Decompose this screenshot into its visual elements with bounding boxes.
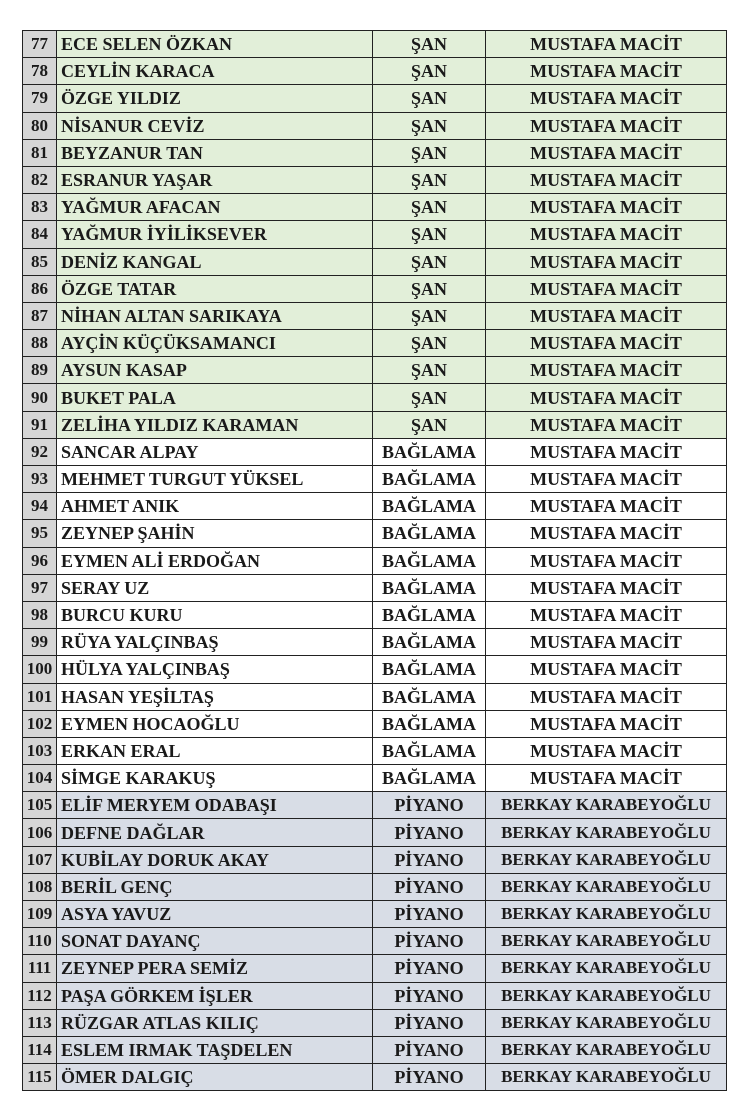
table-row: [23, 547, 727, 574]
instrument-cell: ŞAN: [373, 112, 486, 139]
student-name-cell: SERAY UZ: [57, 574, 373, 601]
teacher-cell: MUSTAFA MACİT: [486, 466, 727, 493]
instrument-cell: PİYANO: [373, 819, 486, 846]
instrument-cell: PİYANO: [373, 982, 486, 1009]
instrument-cell: BAĞLAMA: [373, 656, 486, 683]
table-row: [23, 438, 727, 465]
student-name-cell: ÖZGE TATAR: [57, 275, 373, 302]
student-name-cell: SANCAR ALPAY: [57, 438, 373, 465]
student-name-cell: DEFNE DAĞLAR: [57, 819, 373, 846]
teacher-cell: MUSTAFA MACİT: [486, 683, 727, 710]
instrument-cell: ŞAN: [373, 411, 486, 438]
instrument-cell: PİYANO: [373, 792, 486, 819]
table-row: [23, 656, 727, 683]
table-row: [23, 466, 727, 493]
table-row: [23, 411, 727, 438]
row-number-cell: 98: [23, 601, 57, 628]
instrument-cell: BAĞLAMA: [373, 710, 486, 737]
student-name-cell: YAĞMUR İYİLİKSEVER: [57, 221, 373, 248]
student-name-cell: EYMEN HOCAOĞLU: [57, 710, 373, 737]
table-row: [23, 819, 727, 846]
teacher-cell: MUSTAFA MACİT: [486, 275, 727, 302]
student-name-cell: ELİF MERYEM ODABAŞI: [57, 792, 373, 819]
teacher-cell: MUSTAFA MACİT: [486, 31, 727, 58]
student-name-cell: RÜYA YALÇINBAŞ: [57, 629, 373, 656]
table-body: [23, 31, 727, 1091]
instrument-cell: ŞAN: [373, 357, 486, 384]
row-number-cell: 110: [23, 928, 57, 955]
row-number-cell: 83: [23, 194, 57, 221]
row-number-cell: 111: [23, 955, 57, 982]
teacher-cell: MUSTAFA MACİT: [486, 656, 727, 683]
row-number-cell: 91: [23, 411, 57, 438]
row-number-cell: 96: [23, 547, 57, 574]
row-number-cell: 99: [23, 629, 57, 656]
student-name-cell: ESLEM IRMAK TAŞDELEN: [57, 1036, 373, 1063]
row-number-cell: 84: [23, 221, 57, 248]
table-row: [23, 1036, 727, 1063]
teacher-cell: BERKAY KARABEYOĞLU: [486, 819, 727, 846]
row-number-cell: 89: [23, 357, 57, 384]
teacher-cell: MUSTAFA MACİT: [486, 166, 727, 193]
instrument-cell: BAĞLAMA: [373, 547, 486, 574]
teacher-cell: MUSTAFA MACİT: [486, 302, 727, 329]
table-row: [23, 928, 727, 955]
student-name-cell: AYSUN KASAP: [57, 357, 373, 384]
table-row: [23, 1009, 727, 1036]
table-row: [23, 58, 727, 85]
row-number-cell: 78: [23, 58, 57, 85]
teacher-cell: MUSTAFA MACİT: [486, 221, 727, 248]
table-row: [23, 85, 727, 112]
row-number-cell: 100: [23, 656, 57, 683]
instrument-cell: ŞAN: [373, 248, 486, 275]
teacher-cell: MUSTAFA MACİT: [486, 357, 727, 384]
student-name-cell: SİMGE KARAKUŞ: [57, 765, 373, 792]
student-name-cell: CEYLİN KARACA: [57, 58, 373, 85]
row-number-cell: 88: [23, 330, 57, 357]
row-number-cell: 115: [23, 1064, 57, 1091]
teacher-cell: MUSTAFA MACİT: [486, 574, 727, 601]
instrument-cell: ŞAN: [373, 166, 486, 193]
table-row: [23, 275, 727, 302]
row-number-cell: 87: [23, 302, 57, 329]
row-number-cell: 90: [23, 384, 57, 411]
instrument-cell: ŞAN: [373, 221, 486, 248]
teacher-cell: BERKAY KARABEYOĞLU: [486, 955, 727, 982]
student-name-cell: MEHMET TURGUT YÜKSEL: [57, 466, 373, 493]
table-row: [23, 139, 727, 166]
teacher-cell: MUSTAFA MACİT: [486, 194, 727, 221]
table-row: [23, 574, 727, 601]
teacher-cell: BERKAY KARABEYOĞLU: [486, 1036, 727, 1063]
student-name-cell: KUBİLAY DORUK AKAY: [57, 846, 373, 873]
table-row: [23, 112, 727, 139]
student-name-cell: ECE SELEN ÖZKAN: [57, 31, 373, 58]
row-number-cell: 93: [23, 466, 57, 493]
row-number-cell: 85: [23, 248, 57, 275]
instrument-cell: ŞAN: [373, 58, 486, 85]
table-row: [23, 166, 727, 193]
teacher-cell: MUSTAFA MACİT: [486, 493, 727, 520]
instrument-cell: PİYANO: [373, 846, 486, 873]
teacher-cell: MUSTAFA MACİT: [486, 58, 727, 85]
row-number-cell: 94: [23, 493, 57, 520]
row-number-cell: 112: [23, 982, 57, 1009]
instrument-cell: PİYANO: [373, 901, 486, 928]
teacher-cell: BERKAY KARABEYOĞLU: [486, 846, 727, 873]
row-number-cell: 81: [23, 139, 57, 166]
table-row: [23, 248, 727, 275]
instrument-cell: PİYANO: [373, 1036, 486, 1063]
student-name-cell: AHMET ANIK: [57, 493, 373, 520]
table-row: [23, 493, 727, 520]
teacher-cell: BERKAY KARABEYOĞLU: [486, 928, 727, 955]
student-name-cell: ÖZGE YILDIZ: [57, 85, 373, 112]
instrument-cell: PİYANO: [373, 955, 486, 982]
instrument-cell: BAĞLAMA: [373, 466, 486, 493]
teacher-cell: MUSTAFA MACİT: [486, 411, 727, 438]
table-row: [23, 710, 727, 737]
student-name-cell: BURCU KURU: [57, 601, 373, 628]
instrument-cell: BAĞLAMA: [373, 493, 486, 520]
student-name-cell: DENİZ KANGAL: [57, 248, 373, 275]
row-number-cell: 79: [23, 85, 57, 112]
row-number-cell: 77: [23, 31, 57, 58]
instrument-cell: PİYANO: [373, 873, 486, 900]
instrument-cell: PİYANO: [373, 928, 486, 955]
instrument-cell: ŞAN: [373, 194, 486, 221]
instrument-cell: PİYANO: [373, 1064, 486, 1091]
row-number-cell: 86: [23, 275, 57, 302]
instrument-cell: ŞAN: [373, 275, 486, 302]
teacher-cell: MUSTAFA MACİT: [486, 765, 727, 792]
student-name-cell: ZEYNEP PERA SEMİZ: [57, 955, 373, 982]
teacher-cell: BERKAY KARABEYOĞLU: [486, 1009, 727, 1036]
student-name-cell: ÖMER DALGIÇ: [57, 1064, 373, 1091]
table-row: [23, 737, 727, 764]
student-name-cell: ZEYNEP ŞAHİN: [57, 520, 373, 547]
table-row: [23, 357, 727, 384]
instrument-cell: BAĞLAMA: [373, 765, 486, 792]
table-row: [23, 629, 727, 656]
teacher-cell: BERKAY KARABEYOĞLU: [486, 982, 727, 1009]
student-name-cell: ASYA YAVUZ: [57, 901, 373, 928]
table-row: [23, 901, 727, 928]
table-row: [23, 221, 727, 248]
teacher-cell: BERKAY KARABEYOĞLU: [486, 873, 727, 900]
student-name-cell: HÜLYA YALÇINBAŞ: [57, 656, 373, 683]
row-number-cell: 104: [23, 765, 57, 792]
row-number-cell: 105: [23, 792, 57, 819]
student-name-cell: SONAT DAYANÇ: [57, 928, 373, 955]
instrument-cell: BAĞLAMA: [373, 438, 486, 465]
student-name-cell: ERKAN ERAL: [57, 737, 373, 764]
row-number-cell: 102: [23, 710, 57, 737]
row-number-cell: 113: [23, 1009, 57, 1036]
table-row: [23, 683, 727, 710]
student-name-cell: BERİL GENÇ: [57, 873, 373, 900]
instrument-cell: BAĞLAMA: [373, 629, 486, 656]
instrument-cell: BAĞLAMA: [373, 574, 486, 601]
instrument-cell: BAĞLAMA: [373, 601, 486, 628]
student-name-cell: RÜZGAR ATLAS KILIÇ: [57, 1009, 373, 1036]
table-row: [23, 846, 727, 873]
table-row: [23, 982, 727, 1009]
student-name-cell: YAĞMUR AFACAN: [57, 194, 373, 221]
student-name-cell: HASAN YEŞİLTAŞ: [57, 683, 373, 710]
row-number-cell: 103: [23, 737, 57, 764]
teacher-cell: MUSTAFA MACİT: [486, 112, 727, 139]
table-row: [23, 955, 727, 982]
table-row: [23, 601, 727, 628]
teacher-cell: MUSTAFA MACİT: [486, 248, 727, 275]
student-name-cell: PAŞA GÖRKEM İŞLER: [57, 982, 373, 1009]
row-number-cell: 101: [23, 683, 57, 710]
teacher-cell: MUSTAFA MACİT: [486, 547, 727, 574]
student-name-cell: NİHAN ALTAN SARIKAYA: [57, 302, 373, 329]
row-number-cell: 95: [23, 520, 57, 547]
instrument-cell: ŞAN: [373, 330, 486, 357]
student-name-cell: ZELİHA YILDIZ KARAMAN: [57, 411, 373, 438]
teacher-cell: MUSTAFA MACİT: [486, 85, 727, 112]
instrument-cell: ŞAN: [373, 139, 486, 166]
table-row: [23, 194, 727, 221]
instrument-cell: ŞAN: [373, 384, 486, 411]
row-number-cell: 92: [23, 438, 57, 465]
student-name-cell: NİSANUR CEVİZ: [57, 112, 373, 139]
table-row: [23, 384, 727, 411]
instrument-cell: BAĞLAMA: [373, 737, 486, 764]
teacher-cell: MUSTAFA MACİT: [486, 737, 727, 764]
teacher-cell: MUSTAFA MACİT: [486, 330, 727, 357]
teacher-cell: MUSTAFA MACİT: [486, 520, 727, 547]
table-row: [23, 330, 727, 357]
student-list-table: [22, 30, 727, 1091]
row-number-cell: 114: [23, 1036, 57, 1063]
row-number-cell: 97: [23, 574, 57, 601]
row-number-cell: 82: [23, 166, 57, 193]
student-name-cell: BEYZANUR TAN: [57, 139, 373, 166]
teacher-cell: MUSTAFA MACİT: [486, 139, 727, 166]
instrument-cell: ŞAN: [373, 31, 486, 58]
instrument-cell: BAĞLAMA: [373, 683, 486, 710]
row-number-cell: 80: [23, 112, 57, 139]
teacher-cell: MUSTAFA MACİT: [486, 601, 727, 628]
table-row: [23, 1064, 727, 1091]
teacher-cell: MUSTAFA MACİT: [486, 710, 727, 737]
teacher-cell: BERKAY KARABEYOĞLU: [486, 1064, 727, 1091]
table-row: [23, 520, 727, 547]
teacher-cell: BERKAY KARABEYOĞLU: [486, 901, 727, 928]
teacher-cell: MUSTAFA MACİT: [486, 438, 727, 465]
table-row: [23, 873, 727, 900]
table-row: [23, 792, 727, 819]
row-number-cell: 108: [23, 873, 57, 900]
teacher-cell: MUSTAFA MACİT: [486, 629, 727, 656]
row-number-cell: 107: [23, 846, 57, 873]
teacher-cell: BERKAY KARABEYOĞLU: [486, 792, 727, 819]
student-name-cell: ESRANUR YAŞAR: [57, 166, 373, 193]
table-row: [23, 765, 727, 792]
instrument-cell: PİYANO: [373, 1009, 486, 1036]
instrument-cell: BAĞLAMA: [373, 520, 486, 547]
student-name-cell: AYÇİN KÜÇÜKSAMANCI: [57, 330, 373, 357]
row-number-cell: 106: [23, 819, 57, 846]
instrument-cell: ŞAN: [373, 85, 486, 112]
table-row: [23, 302, 727, 329]
student-name-cell: BUKET PALA: [57, 384, 373, 411]
teacher-cell: MUSTAFA MACİT: [486, 384, 727, 411]
instrument-cell: ŞAN: [373, 302, 486, 329]
row-number-cell: 109: [23, 901, 57, 928]
student-name-cell: EYMEN ALİ ERDOĞAN: [57, 547, 373, 574]
table-row: [23, 31, 727, 58]
